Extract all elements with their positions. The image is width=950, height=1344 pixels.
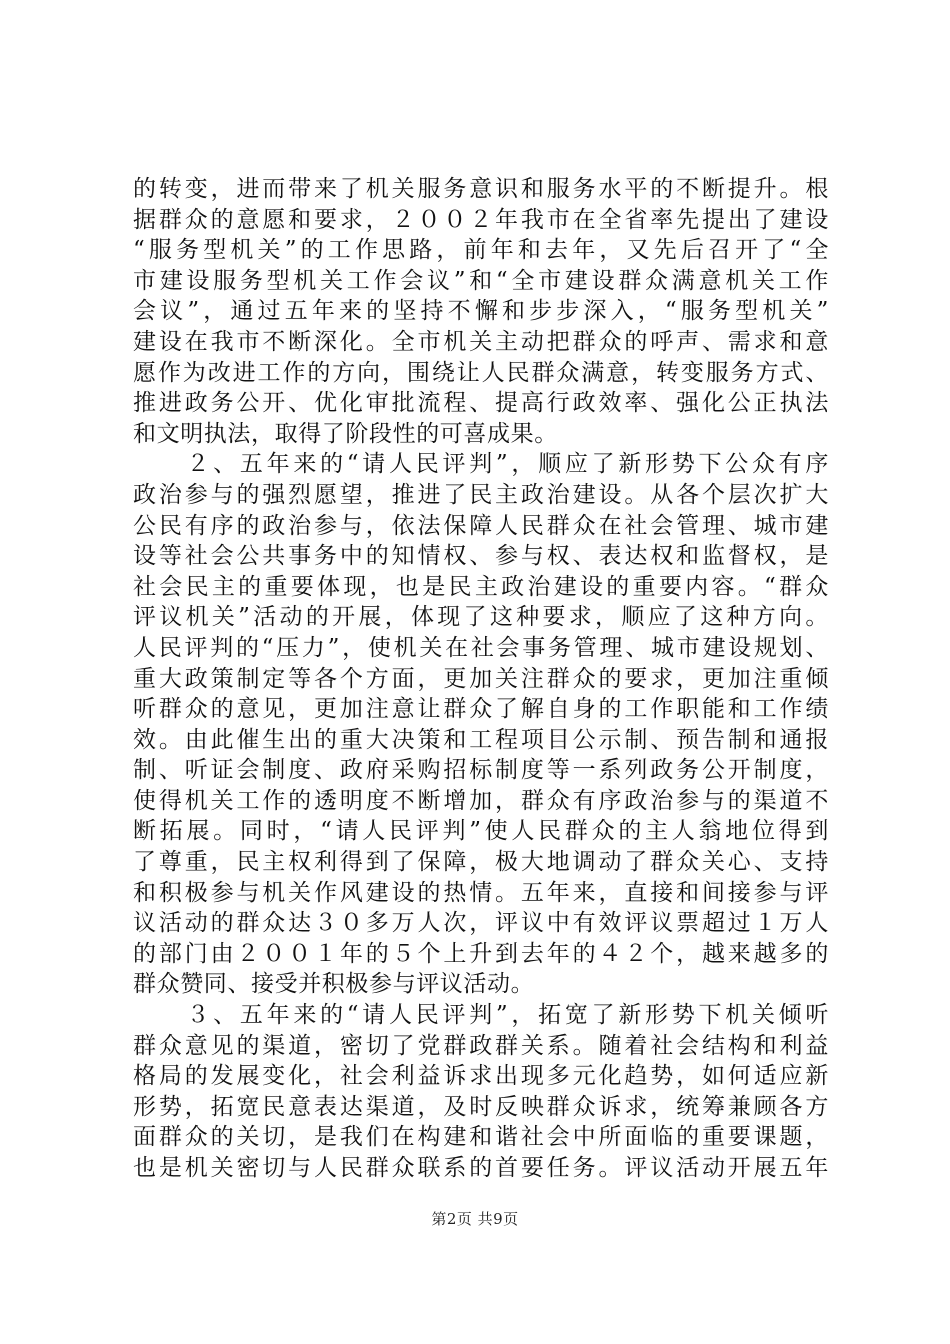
text-line: 社会民主的重要体现，也是民主政治建设的重要内容。“群众 xyxy=(133,573,829,600)
text-line: 公民有序的政治参与，依法保障人民群众在社会管理、城市建 xyxy=(133,512,829,539)
text-line: 市建设服务型机关工作会议”和“全市建设群众满意机关工作 xyxy=(133,267,829,294)
text-line: 的部门由２００１年的５个上升到去年的４２个，越来越多的 xyxy=(133,940,829,967)
text-line: 和积极参与机关作风建设的热情。五年来，直接和间接参与评 xyxy=(133,879,829,906)
text-line: 和文明执法，取得了阶段性的可喜成果。 xyxy=(133,420,558,447)
text-line: 也是机关密切与人民群众联系的首要任务。评议活动开展五年 xyxy=(133,1155,829,1181)
text-line: 愿作为改进工作的方向，围绕让人民群众满意，转变服务方式、 xyxy=(133,359,829,386)
text-line: 据群众的意愿和要求，２００２年我市在全省率先提出了建设 xyxy=(133,206,829,233)
body-text xyxy=(133,174,829,1184)
text-line: 建设在我市不断深化。全市机关主动把群众的呼声、需求和意 xyxy=(133,328,829,355)
text-line: 群众赞同、接受并积极参与评议活动。 xyxy=(133,971,535,998)
text-line: 的转变，进而带来了机关服务意识和服务水平的不断提升。根 xyxy=(133,176,829,202)
text-line: 重大政策制定等各个方面，更加关注群众的要求，更加注重倾 xyxy=(133,665,829,692)
text-line: 听群众的意见，更加注意让群众了解自身的工作职能和工作绩 xyxy=(133,696,829,723)
text-line: 使得机关工作的透明度不断增加，群众有序政治参与的渠道不 xyxy=(133,787,829,814)
text-line: ２、五年来的“请人民评判”，顺应了新形势下公众有序 xyxy=(133,451,829,478)
text-line: 面群众的关切，是我们在构建和谐社会中所面临的重要课题， xyxy=(133,1124,829,1151)
text-line: 效。由此催生出的重大决策和工程项目公示制、预告制和通报 xyxy=(133,726,829,753)
text-line: 了尊重，民主权利得到了保障，极大地调动了群众关心、支持 xyxy=(133,849,829,876)
text-line: 政治参与的强烈愿望，推进了民主政治建设。从各个层次扩大 xyxy=(133,481,829,508)
text-line: ３、五年来的“请人民评判”，拓宽了新形势下机关倾听 xyxy=(133,1002,829,1029)
text-line: 人民评判的“压力”，使机关在社会事务管理、城市建设规划、 xyxy=(133,634,829,661)
text-line: 制、听证会制度、政府采购招标制度等一系列政务公开制度， xyxy=(133,757,829,784)
page-footer: 第2页 共9页 xyxy=(431,1210,519,1228)
text-line: 格局的发展变化，社会利益诉求出现多元化趋势，如何适应新 xyxy=(133,1063,829,1090)
text-line: 群众意见的渠道，密切了党群政群关系。随着社会结构和利益 xyxy=(133,1032,829,1059)
text-line: 断拓展。同时，“请人民评判”使人民群众的主人翁地位得到 xyxy=(133,818,829,845)
text-line: 评议机关”活动的开展，体现了这种要求，顺应了这种方向。 xyxy=(133,604,829,631)
text-line: 形势，拓宽民意表达渠道，及时反映群众诉求，统筹兼顾各方 xyxy=(133,1093,829,1120)
text-line: 推进政务公开、优化审批流程、提高行政效率、强化公正执法 xyxy=(133,390,829,417)
text-line: 会议”，通过五年来的坚持不懈和步步深入，“服务型机关” xyxy=(133,298,829,325)
text-line: “服务型机关”的工作思路，前年和去年，又先后召开了“全 xyxy=(133,237,829,264)
text-line: 议活动的群众达３０多万人次，评议中有效评议票超过１万人 xyxy=(133,910,829,937)
text-line: 设等社会公共事务中的知情权、参与权、表达权和监督权，是 xyxy=(133,543,829,570)
